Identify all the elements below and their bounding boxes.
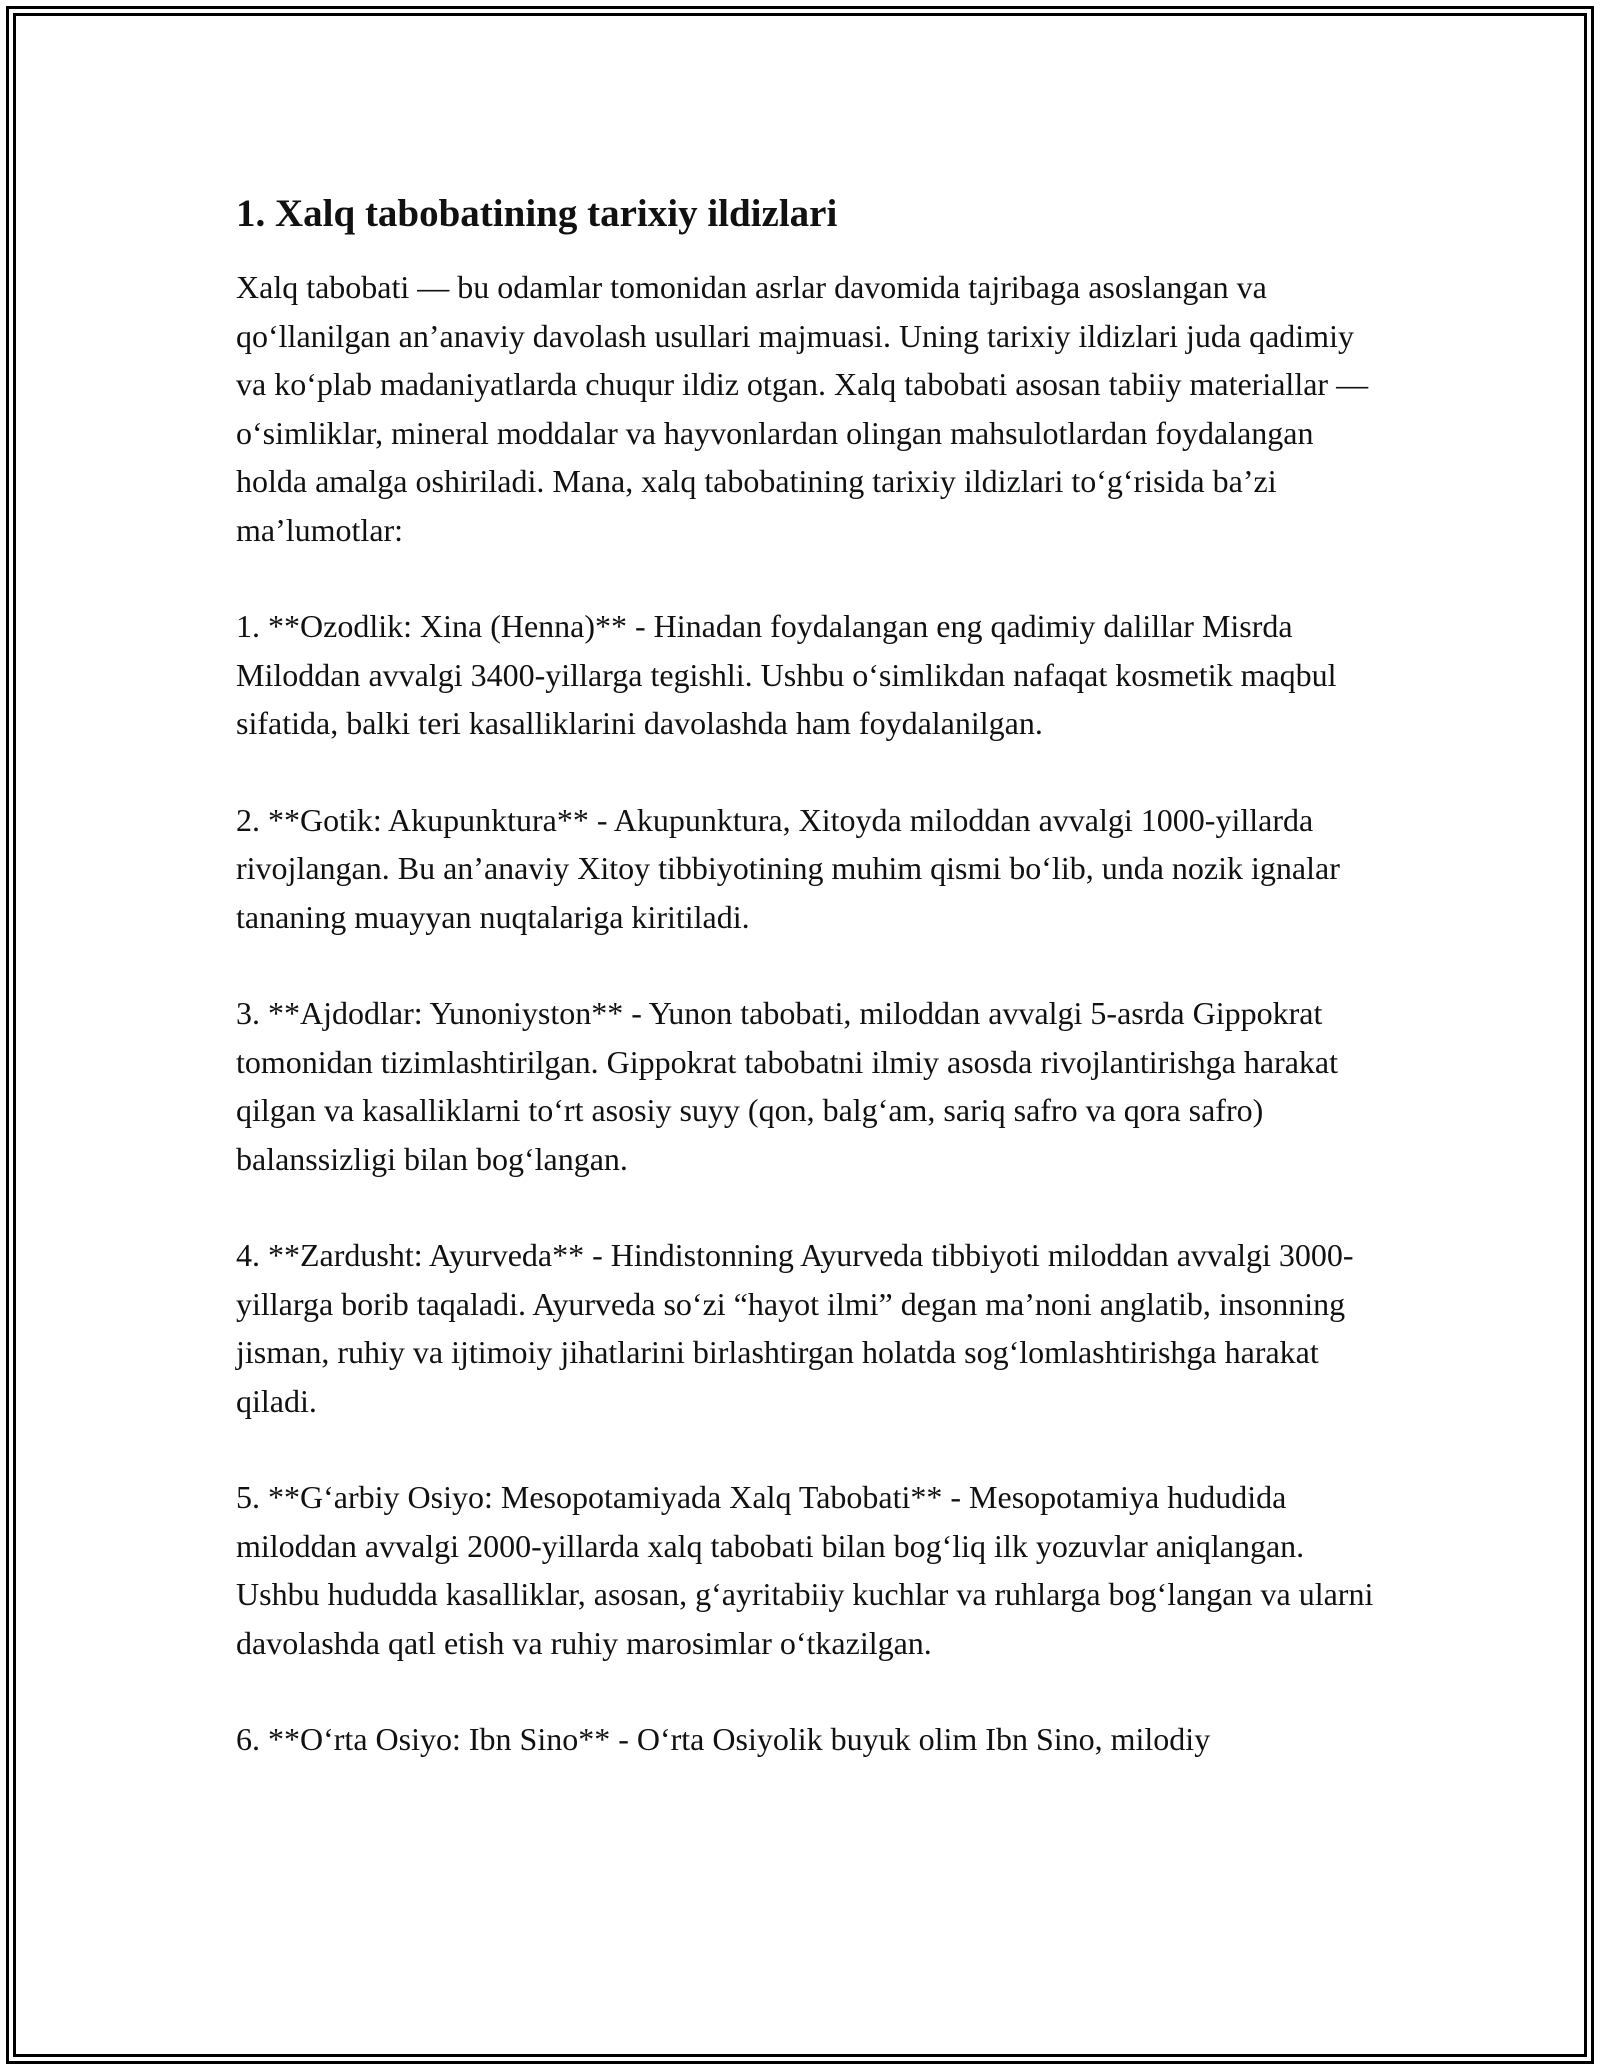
list-item-2-paragraph: 2. **Gotik: Akupunktura** - Akupunktura, Xitoyda miloddan avvalgi 1000-yillarda rivojlangan. Bu anʼanaviy Xitoy tibbiyotining muhim qismi boʻlib, unda nozik ignalar tananing muayyan nuqtalariga kiritiladi. — [236, 801, 1340, 935]
list-item-4-paragraph: 4. **Zardusht: Ayurveda** - Hindistonning Ayurveda tibbiyoti miloddan avvalgi 3000-yillarga borib taqaladi. Ayurveda soʻzi “hayot ilmi” degan maʼnoni anglatib, insonning jisman, ruhiy va ijtimoiy jihatlarini birlashtirgan holatda sogʻlomlashtirishga harakat qiladi. — [236, 1237, 1354, 1419]
list-item-6-paragraph: 6. **Oʻrta Osiyo: Ibn Sino** - Oʻrta Osiyolik buyuk olim Ibn Sino, milodiy — [236, 1721, 1211, 1757]
list-item-5-paragraph: 5. **Gʻarbiy Osiyo: Mesopotamiyada Xalq Tabobati** - Mesopotamiya hududida miloddan avvalgi 2000-yillarda xalq tabobati bilan bogʻliq ilk yozuvlar aniqlangan. Ushbu hududda kasalliklar, asosan, gʻayritabiiy kuchlar va ruhlarga bogʻlangan va ularni davolashda qatl etish va ruhiy marosimlar oʻtkazilgan. — [236, 1479, 1374, 1661]
list-item-3-paragraph: 3. **Ajdodlar: Yunoniyston** - Yunon tabobati, miloddan avvalgi 5-asrda Gippokrat tomonidan tizimlashtirilgan. Gippokrat tabobatni ilmiy asosda rivojlantirishga harakat qilgan va kasalliklarni toʻrt asosiy suyy (qon, balgʻam, sariq safro va qora safro) balanssizligi bilan bogʻlangan. — [236, 995, 1338, 1177]
section-heading: 1. Xalq tabobatining tarixiy ildizlari — [236, 192, 838, 235]
intro-paragraph: Xalq tabobati — bu odamlar tomonidan asrlar davomida tajribaga asoslangan va qoʻllanilgan anʼanaviy davolash usullari majmuasi. Uning tarixiy ildizlari juda qadimiy va koʻplab madaniyatlarda chuqur ildiz otgan. Xalq tabobati asosan tabiiy materiallar — oʻsimliklar, mineral moddalar va hayvonlardan olingan mahsulotlardan foydalangan holda amalga oshiriladi. Mana, xalq tabobatining tarixiy ildizlari toʻgʻrisida baʼzi maʼlumotlar: — [236, 269, 1369, 548]
document-body — [236, 186, 1376, 1812]
list-item-1-paragraph: 1. **Ozodlik: Xina (Henna)** - Hinadan foydalangan eng qadimiy dalillar Misrda Miloddan avvalgi 3400-yillarga tegishli. Ushbu oʻsimlikdan nafaqat kosmetik maqbul sifatida, balki teri kasalliklarini davolashda ham foydalanilgan. — [236, 608, 1337, 741]
